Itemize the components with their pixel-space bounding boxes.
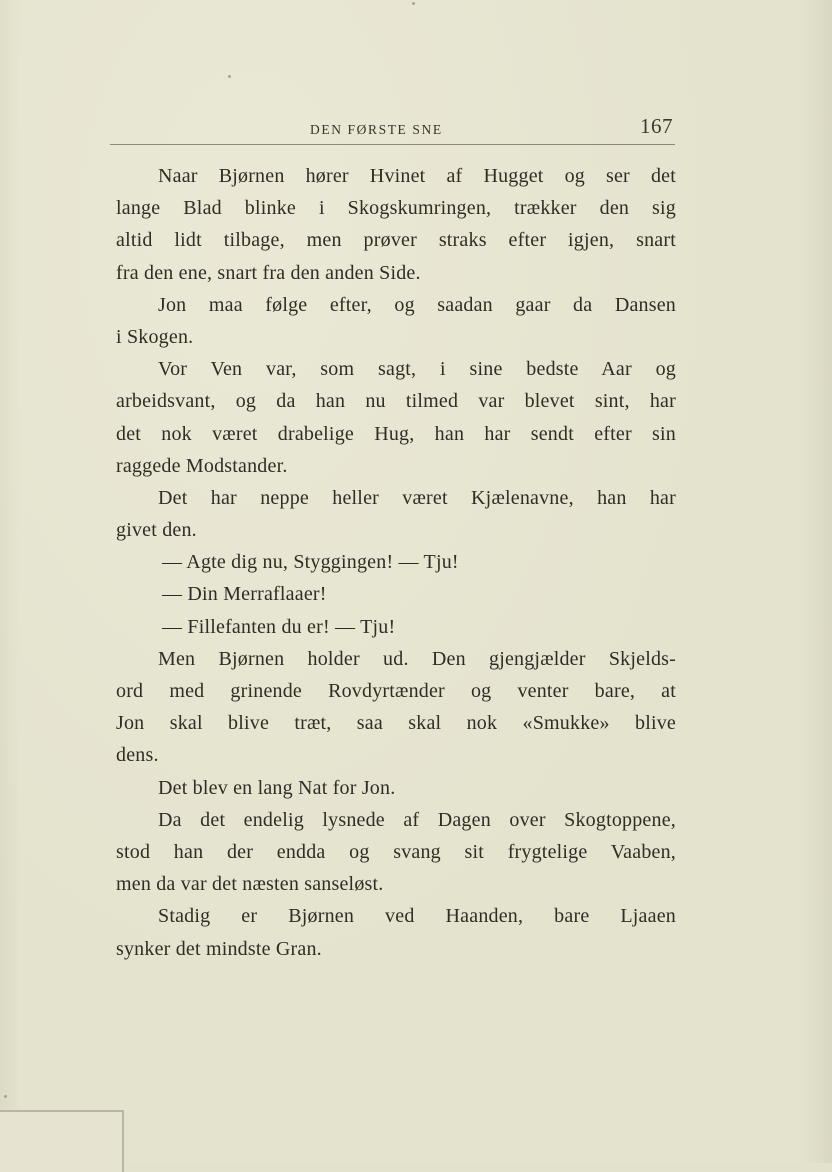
text-line: Stadig er Bjørnen ved Haanden, bare Ljaaen <box>158 905 676 928</box>
paper-speck <box>412 2 415 5</box>
paper-speck <box>4 1095 7 1098</box>
text-line: i Skogen. <box>116 325 194 348</box>
text-line: ord med grinende Rovdyrtænder og venter bare, at <box>116 680 676 702</box>
paper-speck <box>228 75 231 78</box>
text-line: synker det mindste Gran. <box>116 937 322 960</box>
body-text <box>116 160 676 965</box>
text-line: lange Blad blinke i Skogskumringen, trækker den sig <box>116 197 676 220</box>
text-line: Vor Ven var, som sagt, i sine bedste Aar og <box>158 358 676 381</box>
text-line: dens. <box>116 744 159 767</box>
text-line: Det blev en lang Nat for Jon. <box>158 776 396 799</box>
text-line: Jon skal blive træt, saa skal nok «Smukke» blive <box>116 712 676 735</box>
text-line: altid lidt tilbage, men prøver straks efter igjen, snart <box>116 229 676 252</box>
text-line: fra den ene, snart fra den anden Side. <box>116 261 421 284</box>
text-line: Det har neppe heller været Kjælenavne, han har <box>158 486 676 509</box>
text-line: stod han der endda og svang sit frygtelige Vaaben, <box>116 840 676 863</box>
text-line: Men Bjørnen holder ud. Den gjengjælder Skjelds- <box>158 647 676 670</box>
dialog-line: — Agte dig nu, Styggingen! — Tju! <box>162 551 459 574</box>
text-line: Jon maa følge efter, og saadan gaar da Dansen <box>158 293 676 316</box>
text-line: Naar Bjørnen hører Hvinet af Hugget og ser det <box>158 165 676 187</box>
dialog-line: — Fillefanten du er! — Tju! <box>162 615 396 638</box>
running-header <box>110 110 675 144</box>
header-rule <box>110 144 675 145</box>
running-title: DEN FØRSTE SNE <box>310 122 443 137</box>
page-number: 167 <box>640 114 673 138</box>
dialog-line: — Din Merraflaaer! <box>162 583 327 606</box>
text-line: givet den. <box>116 519 197 542</box>
text-line: det nok været drabelige Hug, han har sendt efter sin <box>116 422 676 445</box>
text-line: raggede Modstander. <box>116 454 288 477</box>
text-line: arbeidsvant, og da han nu tilmed var blevet sint, har <box>116 390 676 413</box>
text-line: men da var det næsten sanseløst. <box>116 873 384 896</box>
text-line: Da det endelig lysnede af Dagen over Skogtoppene, <box>158 808 676 831</box>
